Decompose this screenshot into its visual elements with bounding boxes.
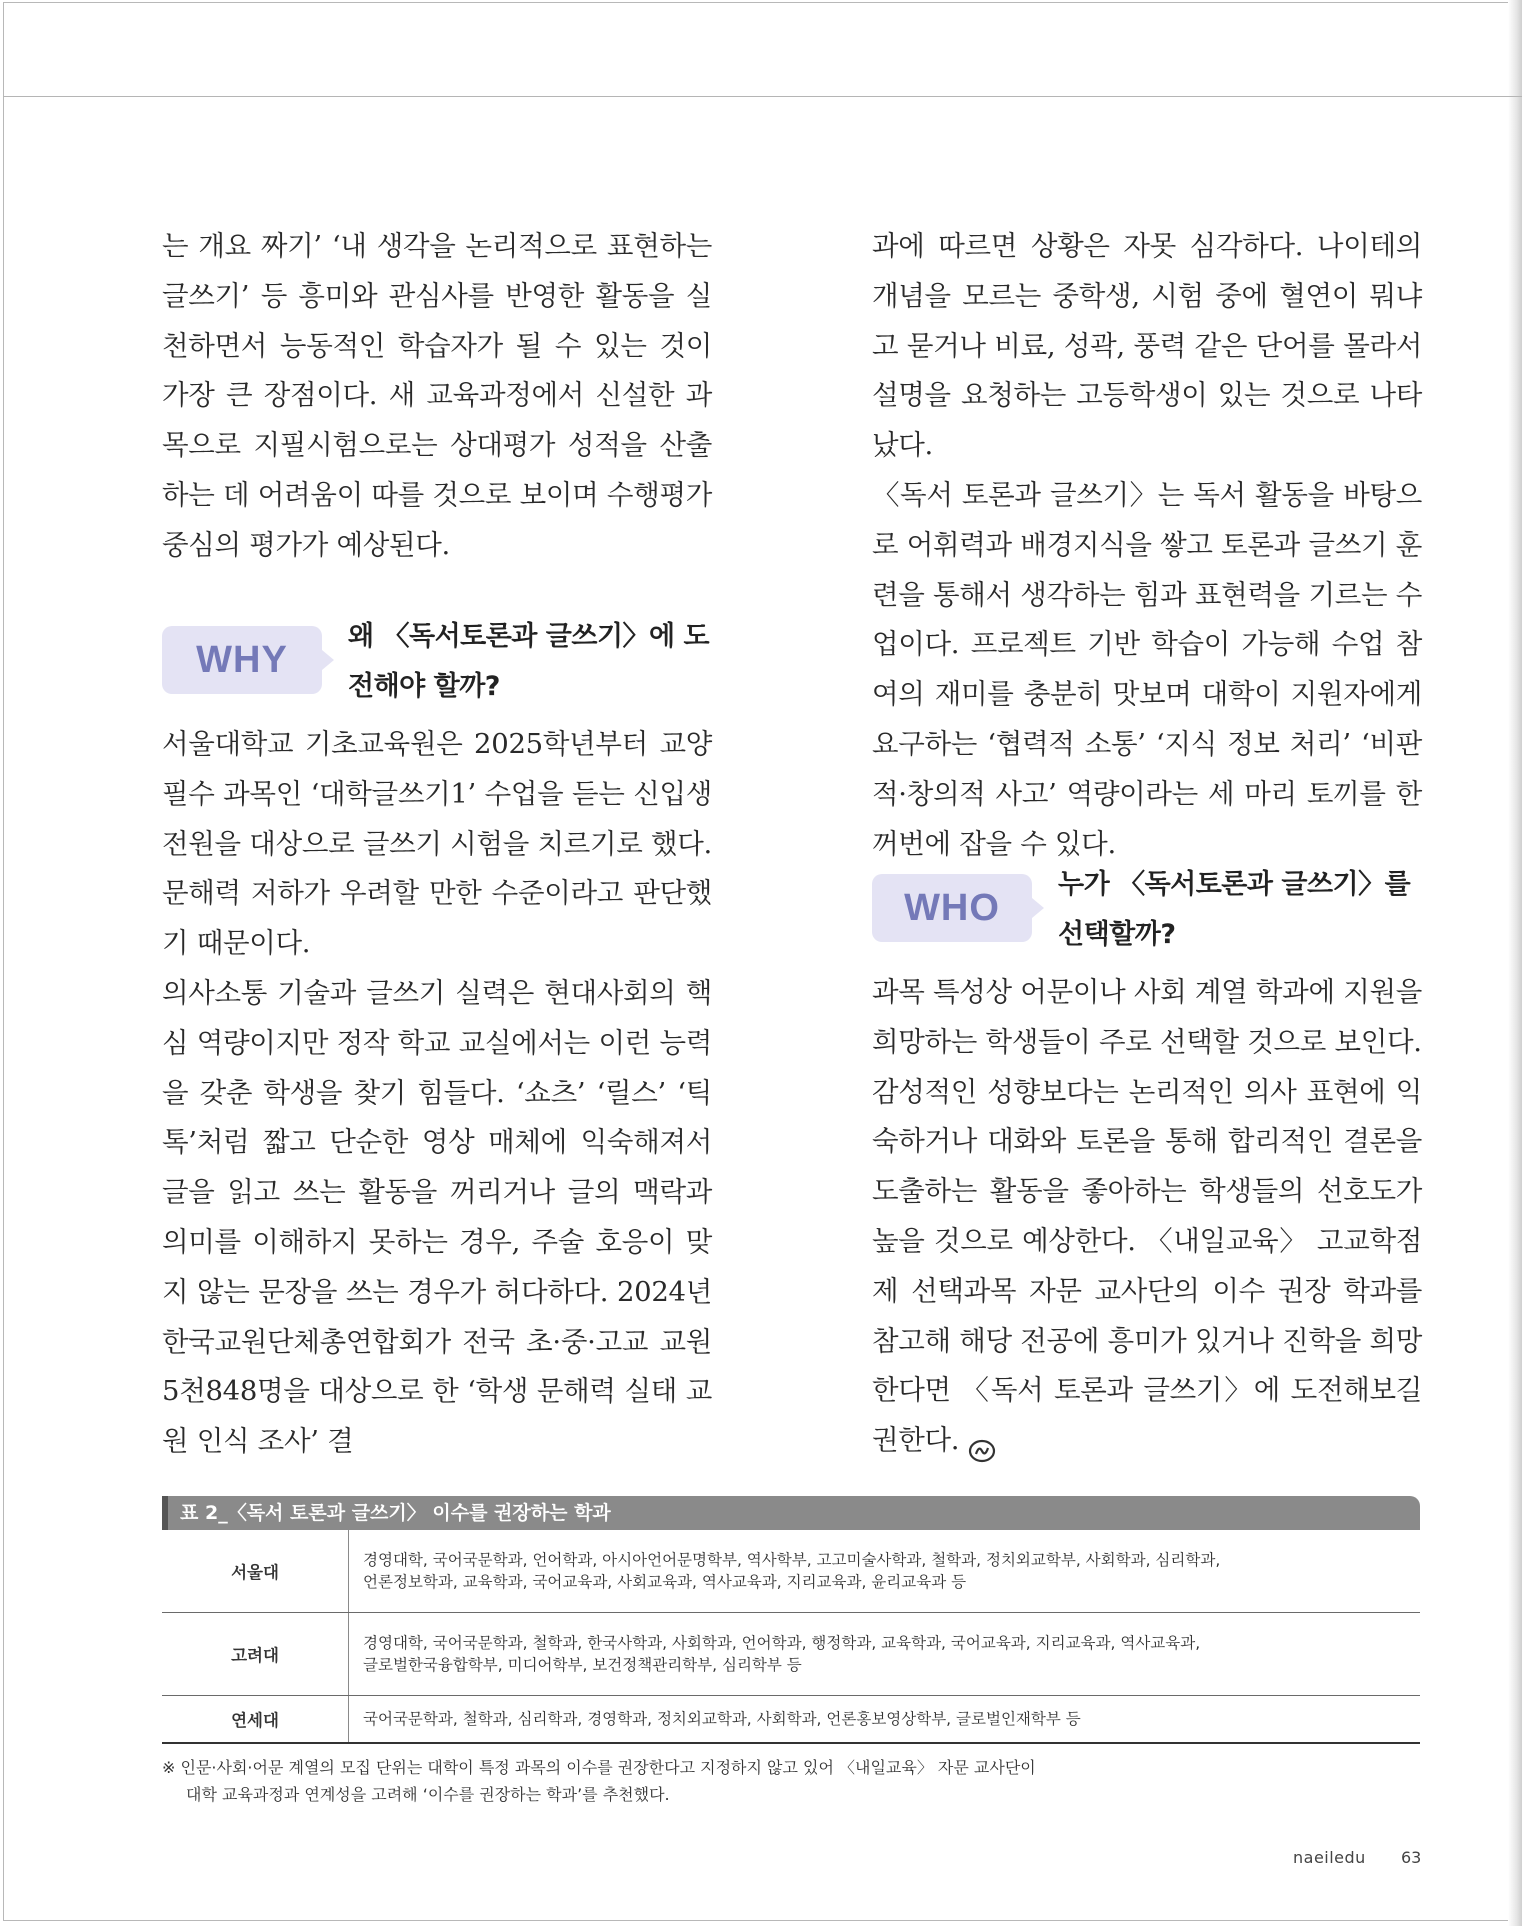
body-paragraph: 과목 특성상 어문이나 사회 계열 학과에 지원을 희망하는 학생들이 주로 선택할 것으로 보인다. <box>872 976 1422 1058</box>
who-title: 누가 〈독서토론과 글쓰기〉를 선택할까? <box>1058 869 1411 950</box>
footer-brand: naeiledu <box>1293 1848 1366 1867</box>
departments-line: 국어국문학과, 철학과, 심리학과, 경영학과, 정치외교학과, 사회학과, 언론홍보영상학부, 글로벌인재학부 등 <box>363 1710 1081 1728</box>
body-paragraph: 는 개요 짜기’ ‘내 생각을 논리적으로 표현하는 글쓰기’ 등 흥미와 관심사를 반영한 활동을 실천하면서 능동적인 학습자가 될 수 있는 것이 가장 큰 장점이다. 새 교육과정에서 신설한 과목으로 지필시험으로는 상대평가 성적을 산출하는 데 어려움이 따를 것으로 보이며 수행평가 중심의 평가가 예상된다. <box>162 230 712 561</box>
right-column-top <box>872 222 1422 869</box>
table-row <box>162 1696 1420 1744</box>
right-column-bottom <box>872 968 1422 1466</box>
table-title-bar <box>162 1496 1420 1530</box>
table-footnote <box>162 1754 1420 1808</box>
page-edge-shadow <box>1508 0 1522 1926</box>
left-column-bottom <box>162 720 712 1467</box>
body-paragraph: 의사소통 기술과 글쓰기 실력은 현대사회의 핵심 역량이지만 정작 학교 교실에서는 이런 능력을 갖춘 학생을 찾기 힘들다. ‘쇼츠’ ‘릴스’ ‘틱톡’처럼 짧고 단순한 영상 매체에 익숙해져서 글을 읽고 쓰는 활동을 꺼리거나 글의 맥락과 의미를 이해하지 못하는 경우, 주술 호응이 맞지 않는 문장을 쓰는 경우가 허다하다. 2024년 한국교원단체총연합회가 전국 초·중·고교 교원 5천848명을 대상으로 한 ‘학생 문해력 실태 교원 인식 조사’ 결 <box>162 976 712 1458</box>
footnote-line: 대학 교육과정과 연계성을 고려해 ‘이수를 권장하는 학과’를 추천했다. <box>186 1785 670 1804</box>
majors-table <box>162 1530 1420 1744</box>
table-row <box>162 1613 1420 1696</box>
table-title-accent <box>162 1496 168 1530</box>
body-paragraph: 과에 따르면 상황은 자못 심각하다. 나이테의 개념을 모르는 중학생, 시험 중에 혈연이 뭐냐고 묻거나 비료, 성곽, 풍력 같은 단어를 몰라서 설명을 요청하는 고등학생이 있는 것으로 나타났다. <box>872 230 1422 462</box>
departments-line: 언론정보학과, 교육학과, 국어교육과, 사회교육과, 역사교육과, 지리교육과, 윤리교육과 등 <box>363 1573 967 1591</box>
page-number: 63 <box>1401 1848 1422 1867</box>
body-paragraph: 〈독서 토론과 글쓰기〉는 독서 활동을 바탕으로 어휘력과 배경지식을 쌓고 토론과 글쓰기 훈련을 통해서 생각하는 힘과 표현력을 기르는 수업이다. 프로젝트 기반 학습이 가능해 수업 참여의 재미를 충분히 맛보며 대학이 지원자에게 요구하는 ‘협력적 소통’ ‘지식 정보 처리’ ‘비판적·창의적 사고’ 역량이라는 세 마리 토끼를 한꺼번에 잡을 수 있다. <box>872 478 1422 860</box>
departments-line: 글로벌한국융합학부, 미디어학부, 보건정책관리학부, 심리학부 등 <box>363 1656 802 1674</box>
table-row <box>162 1530 1420 1613</box>
university-cell: 고려대 <box>162 1613 349 1696</box>
body-paragraph-text: 감성적인 성향보다는 논리적인 의사 표현에 익숙하거나 대화와 토론을 통해 합리적인 결론을 도출하는 활동을 좋아하는 학생들의 선호도가 높을 것으로 예상한다. 〈내일교육〉 고교학점제 선택과목 자문 교사단의 이수 권장 학과를 참고해 해당 전공에 흥미가 있거나 진학을 희망한다면 〈독서 토론과 글쓰기〉에 도전해보길 권한다. <box>872 1075 1422 1457</box>
departments-cell <box>349 1530 1421 1613</box>
table-title: 표 2_〈독서 토론과 글쓰기〉 이수를 권장하는 학과 <box>180 1502 611 1524</box>
top-rule <box>3 96 1522 97</box>
departments-line: 경영대학, 국어국문학과, 철학과, 한국사학과, 사회학과, 언어학과, 행정학과, 교육학과, 국어교육과, 지리교육과, 역사교육과, <box>363 1634 1201 1652</box>
why-title: 왜 〈독서토론과 글쓰기〉에 도전해야 할까? <box>348 621 710 702</box>
university-cell: 연세대 <box>162 1696 349 1744</box>
footnote-line: ※ 인문·사회·어문 계열의 모집 단위는 대학이 특정 과목의 이수를 권장한다고 지정하지 않고 있어 〈내일교육〉 자문 교사단이 <box>162 1758 1036 1777</box>
who-badge: WHO <box>872 874 1032 942</box>
departments-cell <box>349 1613 1421 1696</box>
why-badge: WHY <box>162 626 322 694</box>
left-column-top <box>162 222 712 571</box>
naeil-logo-icon <box>968 1430 996 1454</box>
departments-cell <box>349 1696 1421 1744</box>
recommended-majors-table <box>162 1496 1420 1808</box>
university-cell: 서울대 <box>162 1530 349 1613</box>
body-paragraph-last <box>872 1068 1422 1466</box>
departments-line: 경영대학, 국어국문학과, 언어학과, 아시아언어문명학부, 역사학부, 고고미술사학과, 철학과, 정치외교학부, 사회학과, 심리학과, <box>363 1551 1221 1569</box>
body-paragraph: 서울대학교 기초교육원은 2025학년부터 교양 필수 과목인 ‘대학글쓰기1’ 수업을 듣는 신입생 전원을 대상으로 글쓰기 시험을 치르기로 했다. 문해력 저하가 우려할 만한 수준이라고 판단했기 때문이다. <box>162 728 712 960</box>
